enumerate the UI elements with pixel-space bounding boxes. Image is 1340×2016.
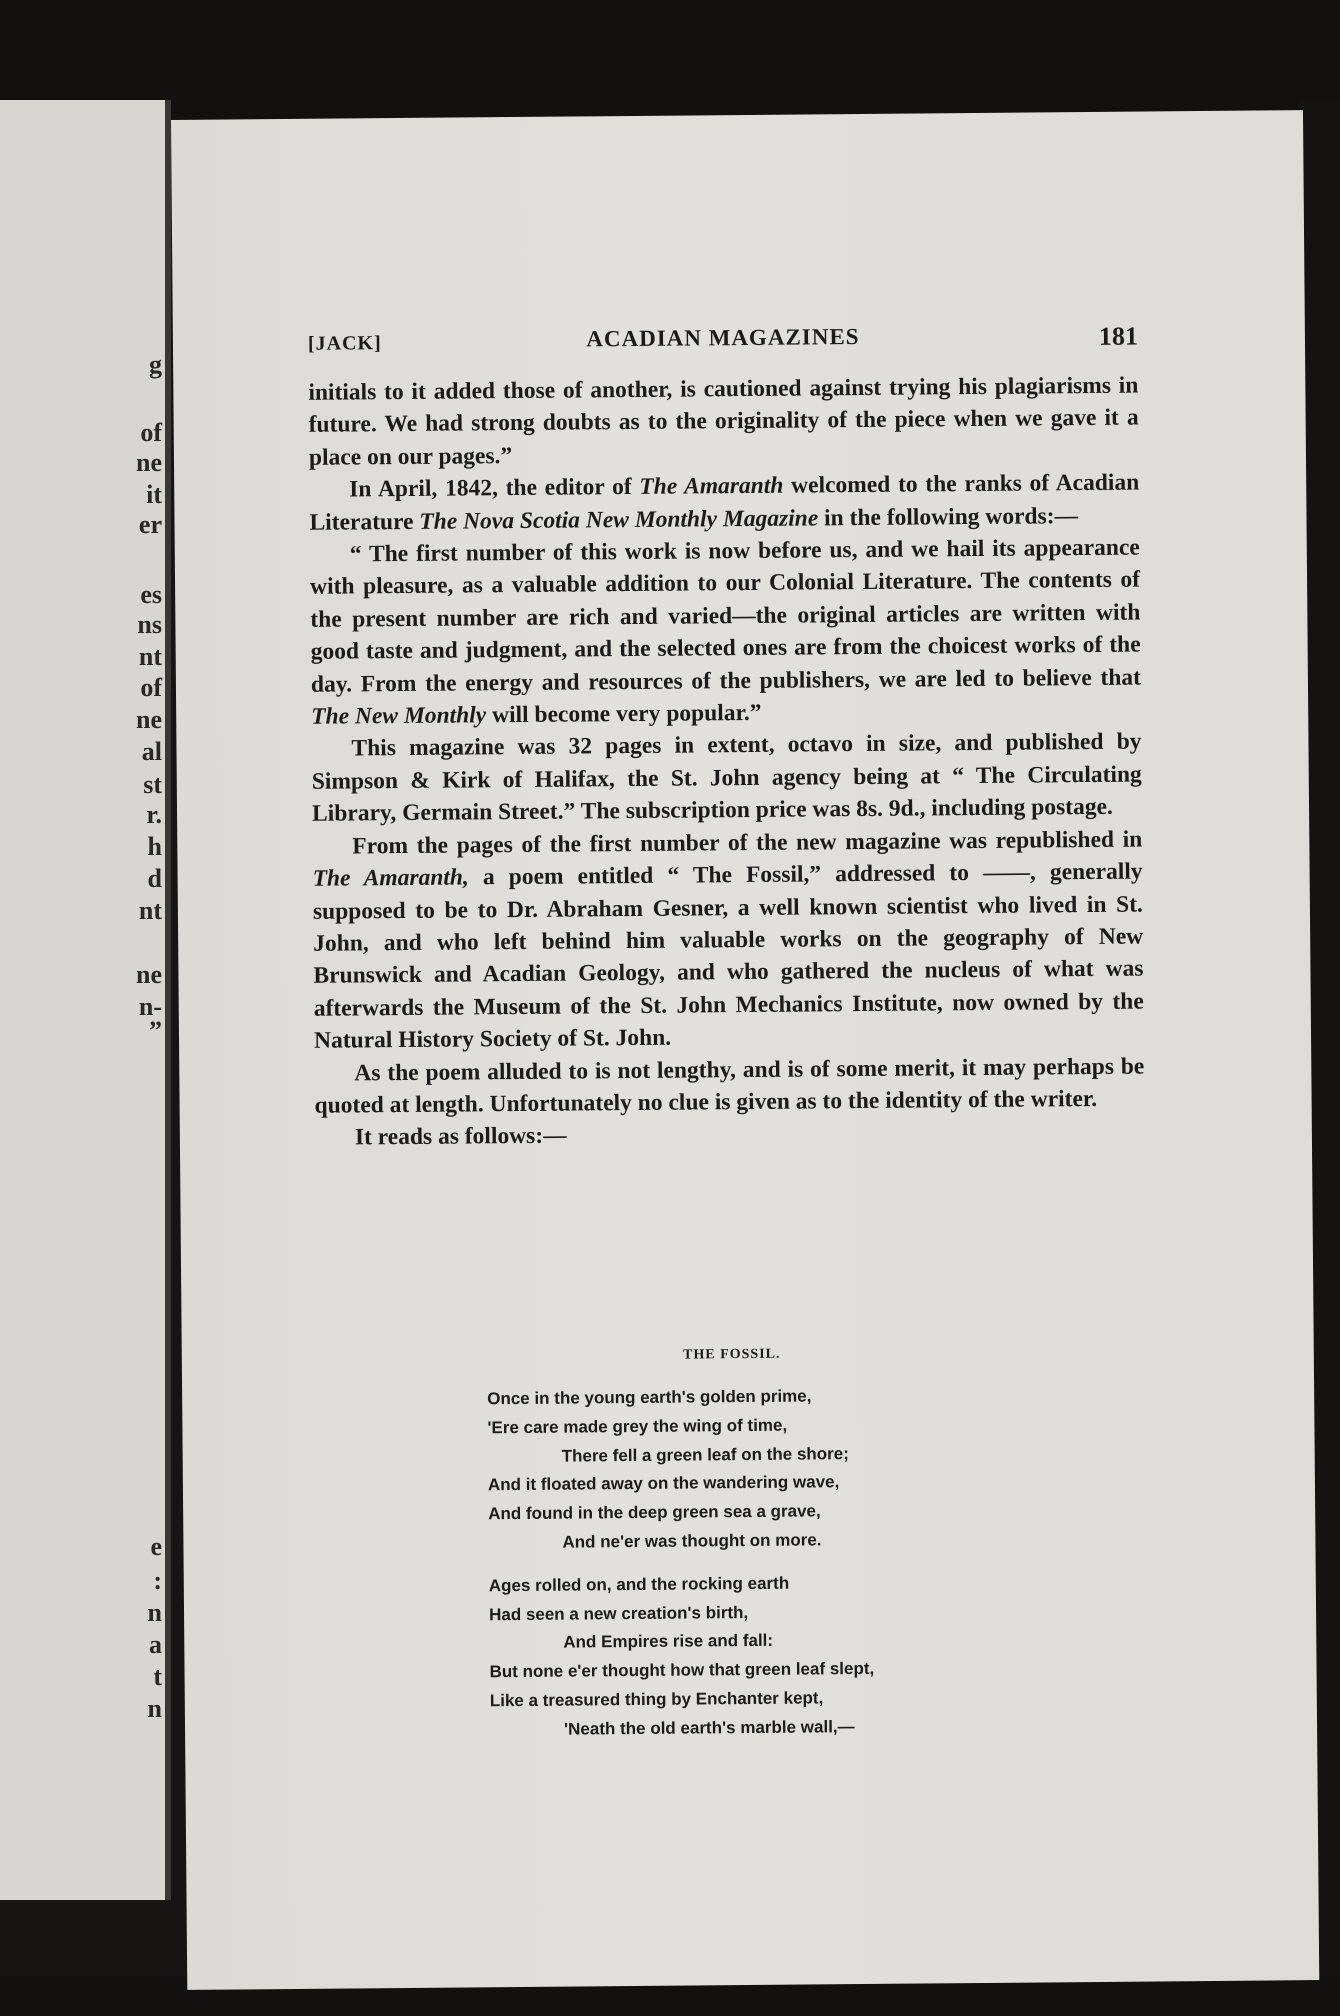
facing-page-fragment: st bbox=[143, 770, 162, 799]
poem-line: And it floated away on the wandering wave, bbox=[487, 1472, 840, 1495]
paragraph bbox=[311, 726, 1142, 830]
text-run: In April, 1842, the editor of bbox=[349, 474, 640, 503]
book-page bbox=[171, 110, 1319, 1990]
paragraph bbox=[308, 370, 1139, 474]
poem-line: Ages rolled on, and the rocking earth bbox=[488, 1573, 790, 1596]
facing-page-fragment: r. bbox=[146, 800, 162, 829]
facing-page-fragment: er bbox=[138, 510, 162, 539]
book-gutter bbox=[165, 100, 171, 1900]
poem-line: Like a treasured thing by Enchanter kept, bbox=[489, 1688, 824, 1711]
facing-page-fragment: es bbox=[140, 580, 162, 609]
paragraph bbox=[309, 467, 1140, 539]
facing-page-fragment: d bbox=[147, 864, 162, 893]
facing-page-fragment: nt bbox=[138, 896, 162, 925]
facing-page-fragment: n bbox=[147, 1598, 162, 1627]
text-run: a poem entitled “ The Fossil,” addressed to ——, generally supposed to be to Dr. Abraham Gesner, a well known scientist who lived in St. John, and who left behind him valuable works on the geography of New Brunswick and Acadian Geology, and who gathered the nucleus of what was afterwards the Museum of the St. John Mechanics Institute, now owned by the Natural History Society of St. John. bbox=[312, 858, 1144, 1054]
poem-line: 'Neath the old earth's marble wall,— bbox=[563, 1716, 855, 1739]
poem-line: But none e'er thought how that green leaf slept, bbox=[489, 1659, 875, 1682]
text-run: It reads as follows:— bbox=[354, 1122, 567, 1151]
text-run: initials to it added those of another, is cautioned against trying his plagiarisms in future. We had strong doubts as to the originality of the piece when we gave it a place on our pages.” bbox=[308, 372, 1139, 471]
text-run: From the pages of the first number of the new magazine was republished in bbox=[352, 826, 1143, 860]
text-run: will become very popular.” bbox=[486, 699, 762, 729]
facing-page-fragment: : bbox=[153, 1566, 162, 1595]
text-run: in the following words:— bbox=[818, 502, 1079, 531]
body-text bbox=[308, 370, 1145, 1155]
facing-page-fragment: ne bbox=[136, 705, 162, 734]
facing-page-fragment: al bbox=[141, 737, 162, 766]
facing-page-fragment: of bbox=[140, 673, 162, 702]
poem-line: And ne'er was thought on more. bbox=[562, 1530, 822, 1552]
poem bbox=[487, 1380, 1050, 1758]
italic-title: The New Monthly bbox=[311, 702, 487, 730]
facing-page-fragment: ns bbox=[137, 610, 162, 639]
italic-title: The Amaranth bbox=[639, 472, 784, 501]
paragraph bbox=[312, 823, 1144, 1057]
poem-line: Had seen a new creation's birth, bbox=[488, 1602, 749, 1624]
facing-page-fragment: ” bbox=[149, 1016, 162, 1045]
facing-page-fragment: it bbox=[146, 480, 162, 509]
paragraph bbox=[310, 532, 1142, 734]
facing-page-edge bbox=[0, 100, 170, 1900]
paragraph bbox=[315, 1115, 1145, 1155]
poem-line: Once in the young earth's golden prime, bbox=[487, 1386, 812, 1409]
facing-page-fragment: of bbox=[140, 418, 162, 447]
text-run: welcomed to the ranks of Acadian Literature bbox=[309, 469, 1140, 536]
running-header bbox=[308, 322, 1138, 365]
page-number: 181 bbox=[1098, 321, 1139, 351]
running-title: ACADIAN MAGAZINES bbox=[586, 324, 860, 352]
poem-stanza bbox=[487, 1380, 1048, 1558]
facing-page-fragment: nt bbox=[138, 642, 162, 671]
facing-page-fragment: n- bbox=[138, 992, 162, 1021]
facing-page-fragment: h bbox=[147, 832, 162, 861]
poem-line: 'Ere care made grey the wing of time, bbox=[487, 1415, 788, 1438]
facing-page-fragment: n bbox=[147, 1694, 162, 1723]
facing-page-fragment: t bbox=[153, 1662, 162, 1691]
poem-line: And Empires rise and fall: bbox=[563, 1631, 774, 1653]
poem-line: And found in the deep green sea a grave, bbox=[488, 1501, 821, 1524]
italic-title: The Amaranth, bbox=[312, 864, 469, 892]
poem-stanza bbox=[489, 1567, 1050, 1745]
author-tag: [JACK] bbox=[307, 332, 382, 355]
italic-title: The Nova Scotia New Monthly Magazine bbox=[419, 504, 819, 535]
paragraph bbox=[314, 1050, 1145, 1122]
text-run: “ The first number of this work is now before us, and we hail its appearance with pleasure, as a valuable addition to our Colonial Literature. The contents of the present number are rich and varied—the original articles are written with good taste and judgment, and the selected ones are from the choicest works of the day. From the energy and resources of the publishers, we are led to believe that bbox=[309, 534, 1142, 698]
scan-background-top bbox=[0, 0, 1340, 120]
text-run: This magazine was 32 pages in extent, octavo in size, and published by Simpson & Kirk of Halifax, the St. John agency being at “ The Circulating Library, Germain Street.” The subscription price was 8s. 9d., including postage. bbox=[311, 729, 1142, 828]
facing-page-fragment: e bbox=[150, 1532, 162, 1561]
facing-page-fragment: ne bbox=[136, 960, 162, 989]
text-run: As the poem alluded to is not lengthy, and is of some merit, it may perhaps be quoted at length. Unfortunately no clue is given as to the identity of the writer. bbox=[314, 1053, 1145, 1119]
facing-page-fragment: ne bbox=[136, 448, 162, 477]
facing-page-fragment: g bbox=[149, 350, 162, 379]
facing-page-fragment: a bbox=[149, 1630, 162, 1659]
poem-title: THE FOSSIL. bbox=[683, 1346, 781, 1363]
poem-line: There fell a green leaf on the shore; bbox=[561, 1443, 849, 1466]
